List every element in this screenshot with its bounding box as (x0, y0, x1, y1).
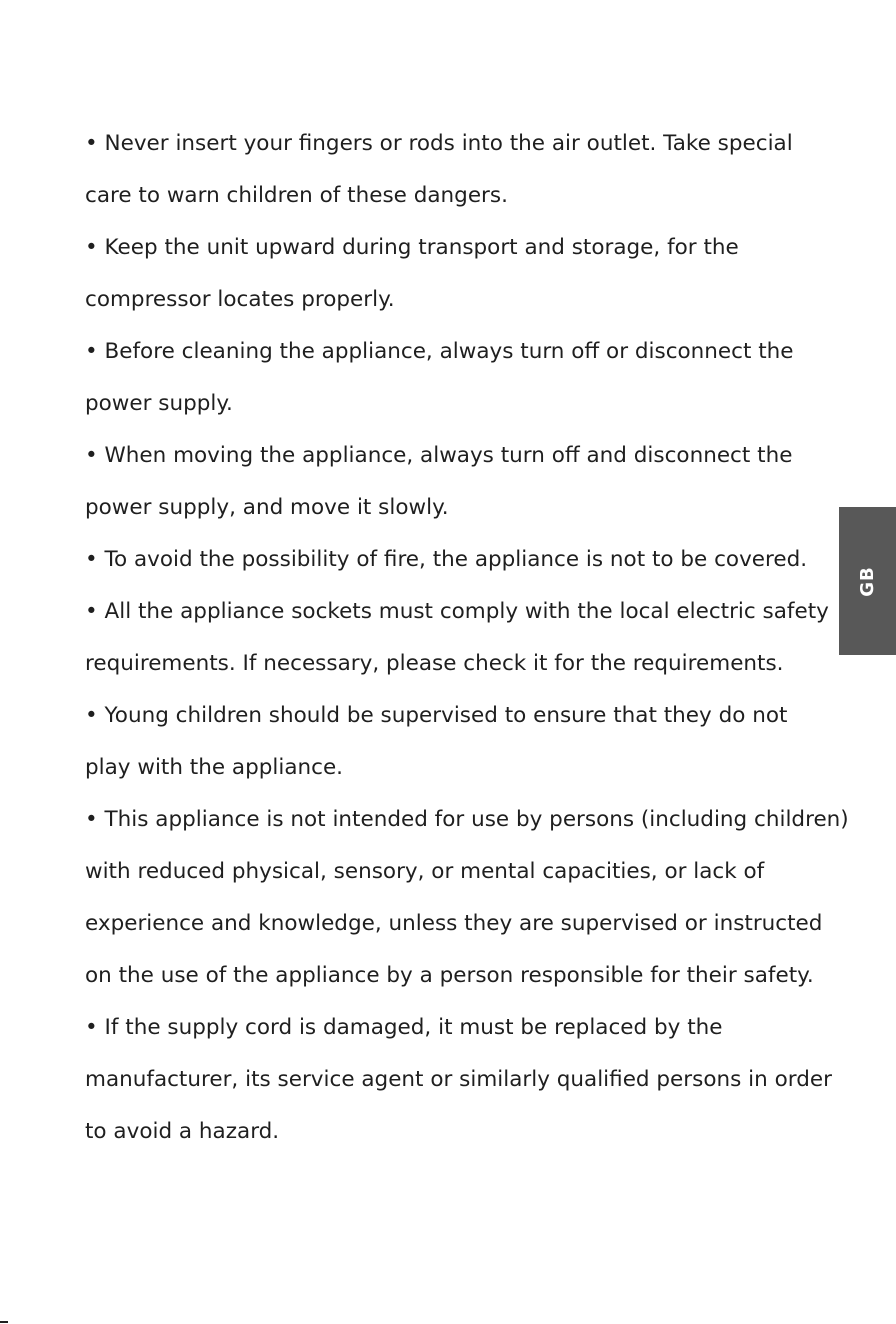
instruction-line: on the use of the appliance by a person responsible for their safety. (85, 963, 814, 988)
instruction-line: • This appliance is not intended for use by persons (including children) (85, 807, 849, 832)
instruction-line: requirements. If necessary, please check it for the requirements. (85, 651, 784, 676)
instruction-line: manufacturer, its service agent or similarly qualified persons in order (85, 1067, 832, 1092)
instruction-line: compressor locates properly. (85, 287, 395, 312)
instruction-line: • When moving the appliance, always turn off and disconnect the (85, 443, 793, 468)
instruction-line: power supply. (85, 391, 233, 416)
instruction-line: • Never insert your fingers or rods into the air outlet. Take special (85, 131, 793, 156)
instruction-line: care to warn children of these dangers. (85, 183, 508, 208)
instruction-line: • If the supply cord is damaged, it must be replaced by the (85, 1015, 723, 1040)
instruction-line: • To avoid the possibility of fire, the appliance is not to be covered. (85, 547, 808, 572)
instruction-line: experience and knowledge, unless they are supervised or instructed (85, 911, 823, 936)
safety-instructions (85, 118, 849, 1158)
instruction-line: power supply, and move it slowly. (85, 495, 449, 520)
language-tab-label: GB (857, 565, 878, 597)
instruction-line: with reduced physical, sensory, or mental capacities, or lack of (85, 859, 765, 884)
instruction-line: play with the appliance. (85, 755, 344, 780)
language-tab (839, 507, 896, 655)
instruction-line: • All the appliance sockets must comply with the local electric safety (85, 599, 829, 624)
instruction-line: • Keep the unit upward during transport and storage, for the (85, 235, 739, 260)
instruction-line: • Young children should be supervised to ensure that they do not (85, 703, 788, 728)
page-corner-mark (0, 1321, 8, 1323)
instruction-line: to avoid a hazard. (85, 1119, 280, 1144)
instruction-line: • Before cleaning the appliance, always turn off or disconnect the (85, 339, 794, 364)
